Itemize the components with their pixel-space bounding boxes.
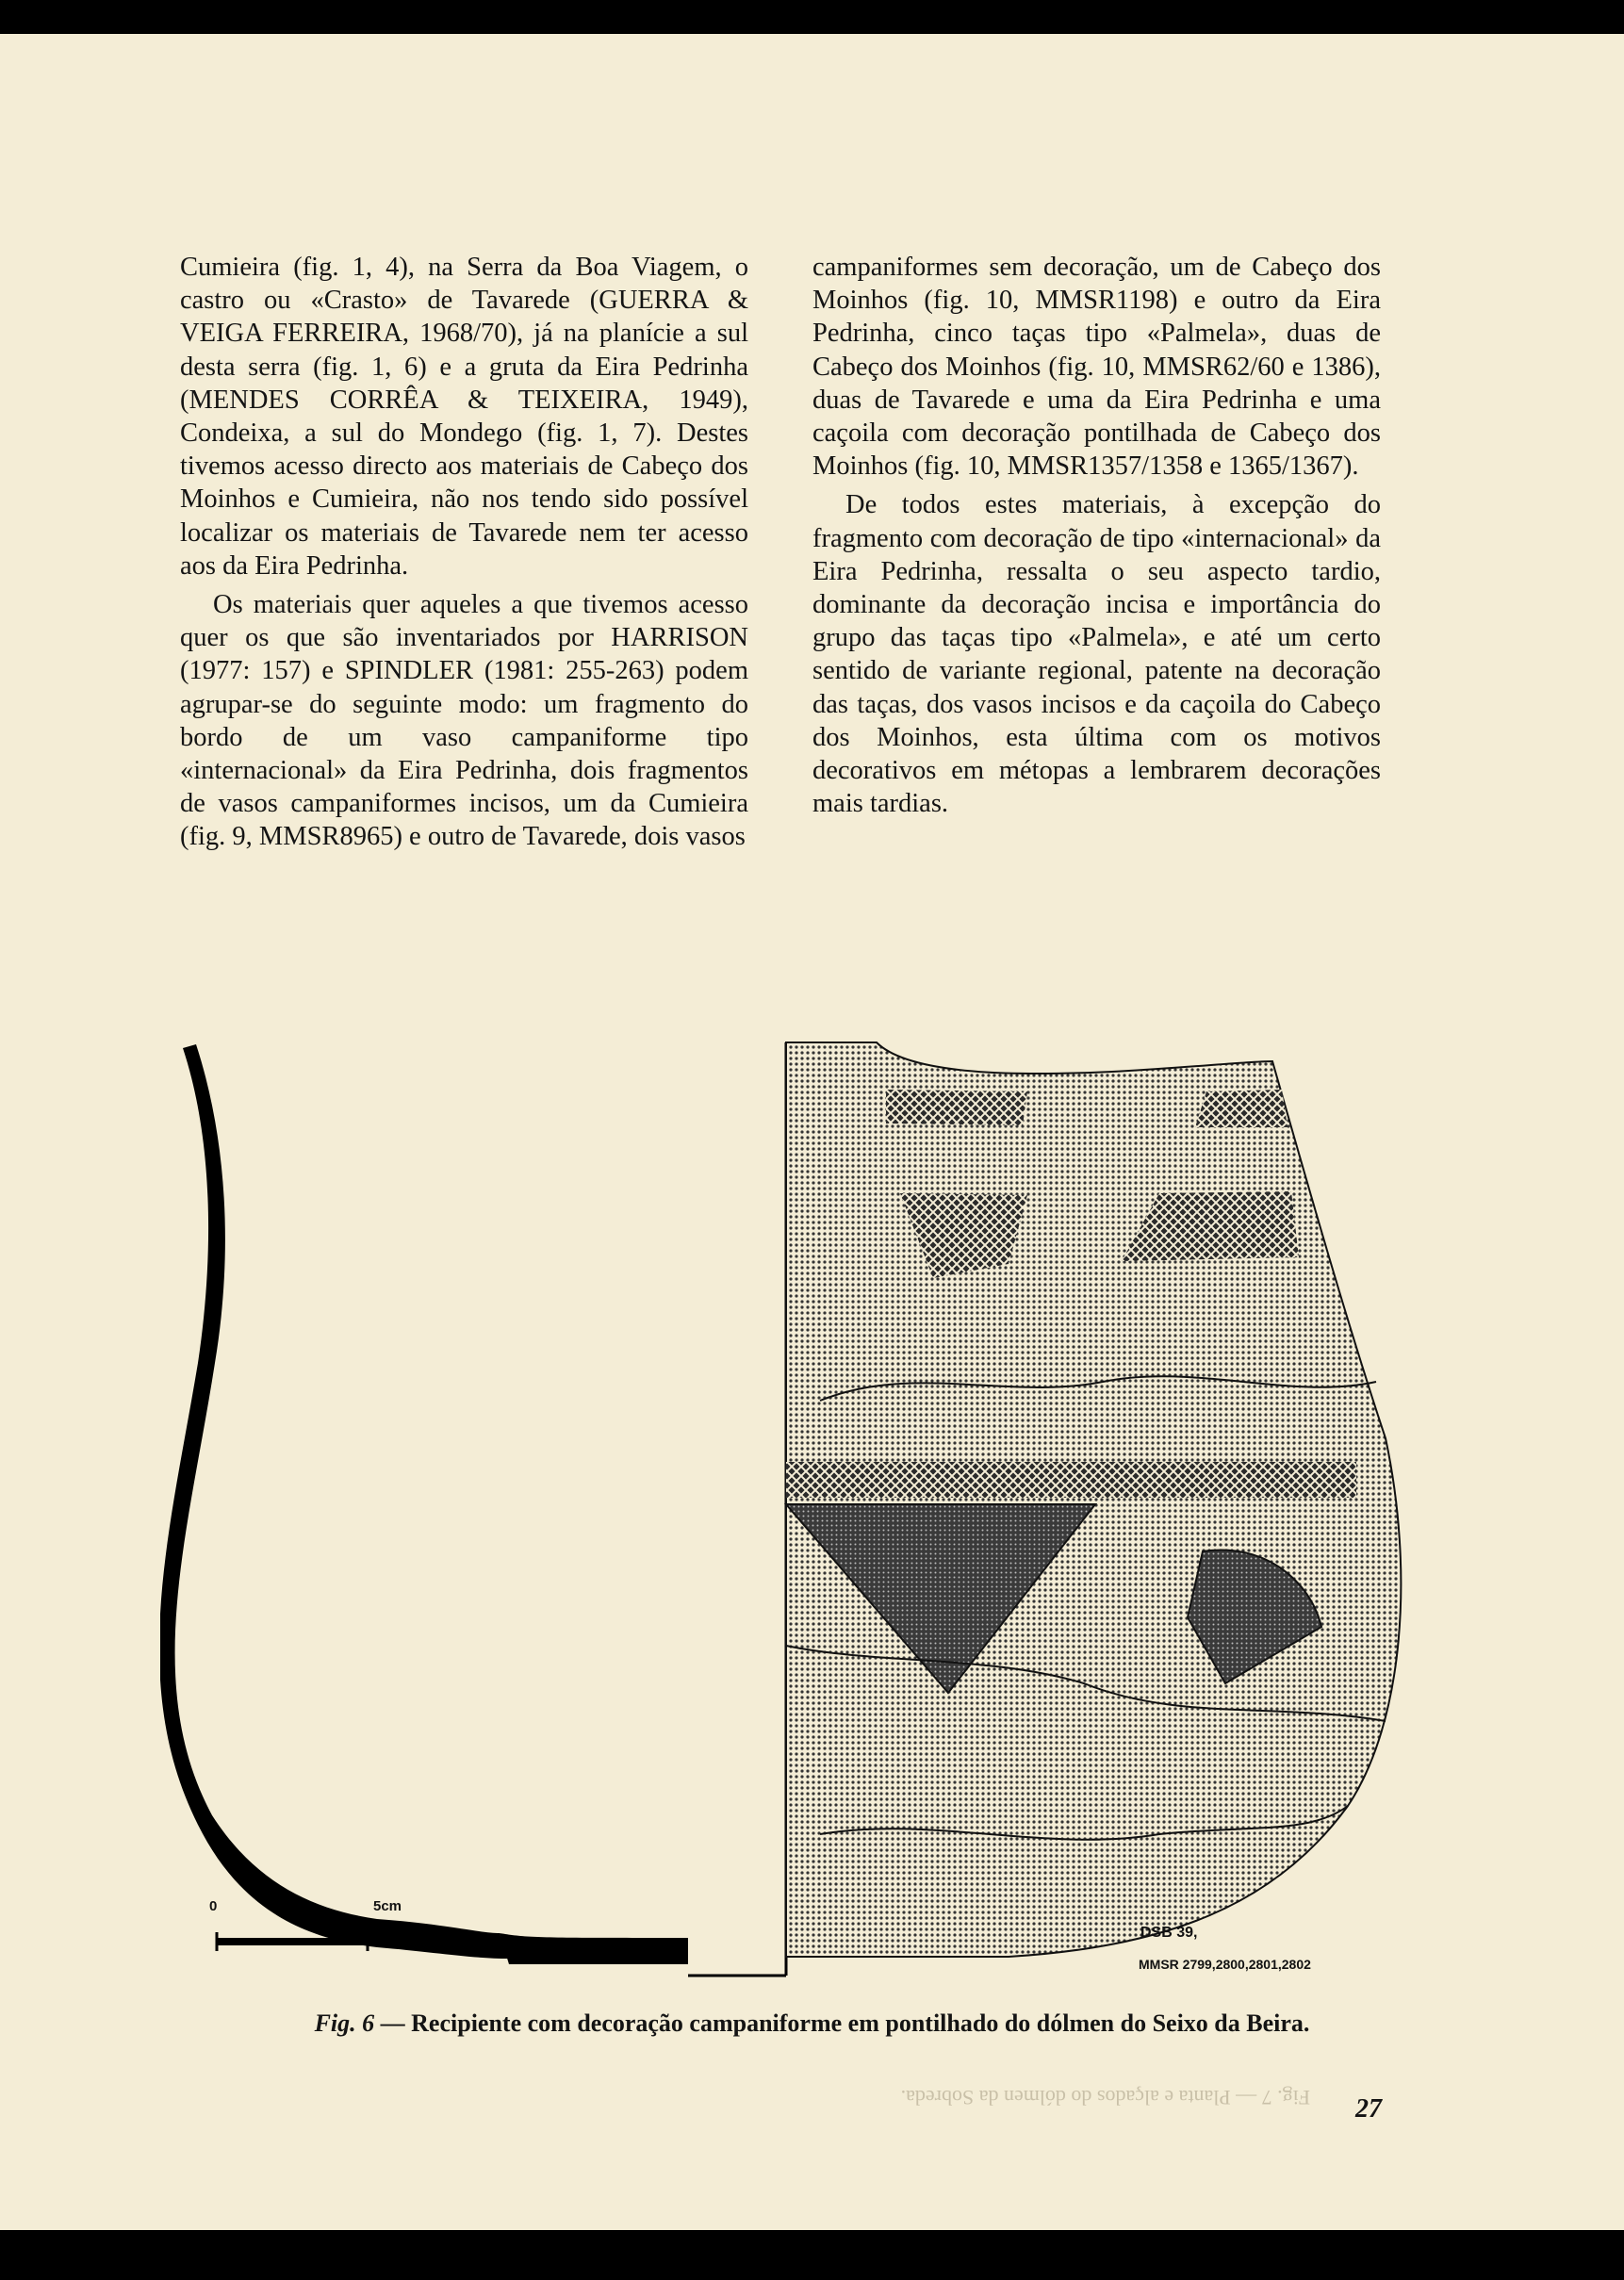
vessel-profile [160, 1044, 377, 1947]
right-text-column [812, 251, 1381, 820]
figure-caption [0, 2009, 1624, 2038]
paragraph: Cumieira (fig. 1, 4), na Serra da Boa Viagem, o castro ou «Crasto» de Tavarede (GUERRA & VEIGA FERREIRA, 1968/70), já na planície a sul desta serra (fig. 1, 6) e a gruta da Eira Pedrinha (MENDES CORRÊA & TEIXEIRA, 1949), Condeixa, a sul do Mondego (fig. 1, 7). Destes tivemos acesso directo aos materiais de Cabeço dos Moinhos e Cumieira, não nos tendo sido possível localizar os materiais de Tavarede nem ter acesso aos da Eira Pedrinha. [180, 253, 748, 581]
caption-text: — Recipiente com decoração campaniforme em pontilhado do dólmen do Seixo da Beira. [374, 2009, 1310, 2037]
bleed-through-caption: Fig. 7 — Planta e alçados do dólmen da Sobreda. [900, 2086, 1310, 2109]
paragraph: campaniformes sem decoração, um de Cabeço dos Moinhos (fig. 10, MMSR1198) e outro da Eira Pedrinha, cinco taças tipo «Palmela», duas de Cabeço dos Moinhos (fig. 10, MMSR62/60 e 1386), duas de Tavarede e uma da Eira Pedrinha e uma caçoila com decoração pontilhada de Cabeço dos Moinhos (fig. 10, MMSR1357/1358 e 1365/1367). [812, 253, 1381, 482]
vessel-drawing [160, 1005, 1452, 2013]
specimen-label: DSB 39, [1140, 1925, 1198, 1941]
paragraph: De todos estes materiais, à excepção do fragmento com decoração de tipo «internacional» da Eira Pedrinha, ressalta o seu aspecto tardio, dominante da decoração incisa e importância do grupo das taças tipo «Palmela», e até um certo sentido de variante regional, patente na decoração das taças, dos vasos incisos e da caçoila do Cabeço dos Moinhos, esta última com os motivos decorativos em métopas a lembrarem decorações mais tardias. [812, 490, 1381, 819]
caption-figure-number: Fig. 6 [314, 2009, 375, 2037]
scale-start-label: 0 [209, 1898, 218, 1914]
page [0, 34, 1624, 2230]
inventory-label: MMSR 2799,2800,2801,2802 [1139, 1957, 1311, 1972]
left-text-column [180, 251, 748, 854]
paragraph: Os materiais quer aqueles a que tivemos acesso quer os que são inventariados por HARRISON (1977: 157) e SPINDLER (1981: 255-263) podem agrupar-se do seguinte modo: um fragmento do bordo de um vaso campaniforme tipo «internacional» da Eira Pedrinha, dois fragmentos de vasos campaniformes incisos, um da Cumieira (fig. 9, MMSR8965) e outro de Tavarede, dois vasos [180, 590, 748, 852]
scale-end-label: 5cm [373, 1898, 402, 1914]
page-number: 27 [1355, 2094, 1382, 2124]
